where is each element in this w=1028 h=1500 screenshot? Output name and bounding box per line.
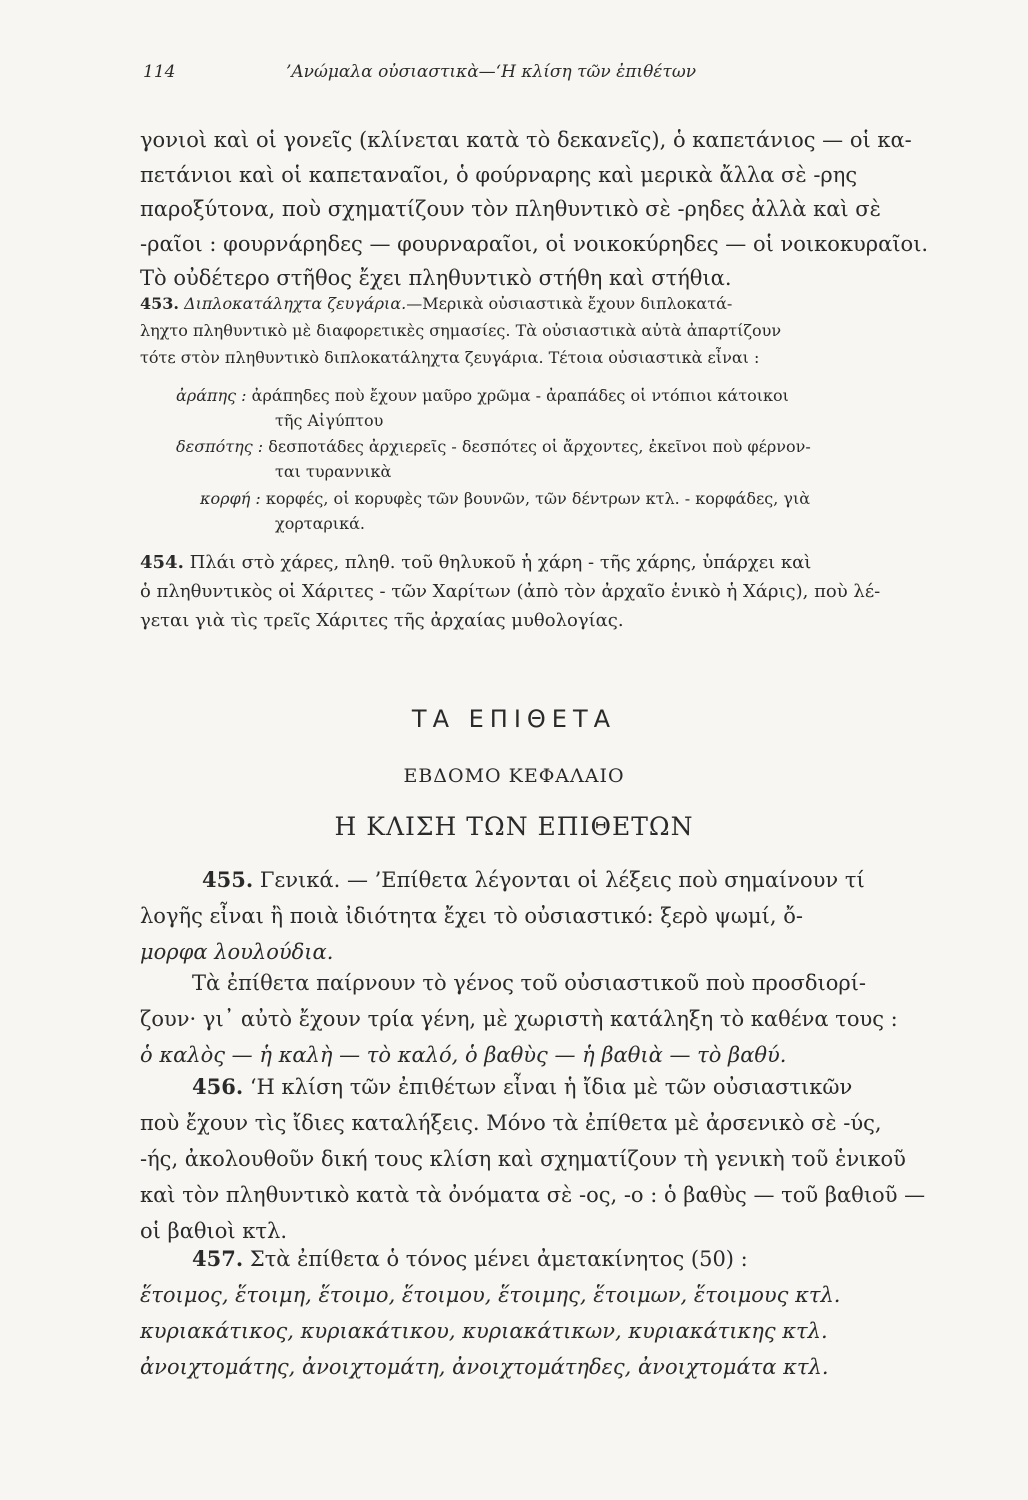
text-line: τότε στὸν πληθυντικὸ διπλοκατάληχτα ζευγάρια. Τέτοια οὐσιαστικὰ εἶναι : bbox=[140, 348, 760, 367]
paragraph-continued bbox=[140, 123, 940, 296]
text-line: Τὸ οὐδέτερο στῆθος ἔχει πληθυντικὸ στήθη καὶ στήθια. bbox=[140, 266, 732, 290]
text-line: ὁ καλὸς — ἡ καλὴ — τὸ καλό, ὁ βαθὺς — ἡ βαθιὰ — τὸ βαθύ. bbox=[140, 1043, 787, 1067]
text-line: ἀνοιχτομάτης, ἀνοιχτομάτη, ἀνοιχτομάτηδες, ἀνοιχτομάτα κτλ. bbox=[140, 1355, 829, 1379]
section-453 bbox=[140, 290, 940, 371]
definition-korfi bbox=[140, 486, 940, 536]
definition-text: τῆς Αἰγύπτου bbox=[275, 411, 384, 430]
text-line: ἕτοιμος, ἕτοιμη, ἕτοιμο, ἕτοιμου, ἕτοιμης, ἕτοιμων, ἕτοιμους κτλ. bbox=[140, 1283, 841, 1307]
definition-text: κορφές, οἱ κορυφὲς τῶν βουνῶν, τῶν δέντρων κτλ. - κορφάδες, γιὰ bbox=[265, 489, 811, 508]
text-line: Πλάι στὸ χάρες, πληθ. τοῦ θηλυκοῦ ἡ χάρη - τῆς χάρης, ὑπάρχει καὶ bbox=[189, 552, 812, 573]
chapter-title: Η ΚΛΙΣΗ ΤΩΝ ΕΠΙΘΕΤΩΝ bbox=[334, 812, 694, 841]
chapter-heading: ΕΒΔΟΜΟ ΚΕΦΑΛΑΙΟ bbox=[403, 765, 625, 787]
section-number: 456. bbox=[192, 1074, 244, 1099]
text-line: παροξύτονα, ποὺ σχηματίζουν τὸν πληθυντικὸ σὲ -ρηδες ἀλλὰ καὶ σὲ bbox=[140, 197, 881, 221]
text-line: οἱ βαθιοὶ κτλ. bbox=[140, 1219, 288, 1243]
text-line: —Μερικὰ οὐσιαστικὰ ἔχουν διπλοκατά- bbox=[406, 294, 733, 313]
definition-text: ται τυραννικὰ bbox=[275, 462, 392, 481]
text-line: μορφα λουλούδια. bbox=[140, 940, 334, 964]
text-line: κυριακάτικος, κυριακάτικου, κυριακάτικων, κυριακάτικης κτλ. bbox=[140, 1319, 828, 1343]
definition-arapis bbox=[140, 383, 940, 433]
text-line: λογῆς εἶναι ἢ ποιὰ ἰδιότητα ἔχει τὸ οὐσιαστικό: ξερὸ ψωμί, ὄ- bbox=[140, 904, 803, 928]
definition-term: κορφή : bbox=[200, 489, 261, 508]
section-title: Διπλοκατάληχτα ζευγάρια. bbox=[184, 294, 407, 313]
text-line: καὶ τὸν πληθυντικὸ κατὰ τὰ ὀνόματα σὲ -ος, -ο : ὁ βαθὺς — τοῦ βαθιοῦ — bbox=[140, 1183, 926, 1207]
page-number: 114 bbox=[143, 62, 176, 82]
text-line: ‘Η κλίση τῶν ἐπιθέτων εἶναι ἡ ἴδια μὲ τῶν οὐσιαστικῶν bbox=[249, 1075, 853, 1099]
section-number: 453. bbox=[140, 294, 179, 313]
text-line: πετάνιοι καὶ οἱ καπεταναῖοι, ὁ φούρναρης καὶ μερικὰ ἄλλα σὲ -ρης bbox=[140, 162, 858, 187]
section-454 bbox=[140, 548, 940, 635]
text-line: -ής, ἀκολουθοῦν δική τους κλίση καὶ σχηματίζουν τὴ γενικὴ τοῦ ἑνικοῦ bbox=[140, 1147, 906, 1171]
definition-term: ἀράπης : bbox=[176, 386, 247, 405]
text-line: γεται γιὰ τὶς τρεῖς Χάριτες τῆς ἀρχαίας μυθολογίας. bbox=[140, 610, 624, 631]
text-line: ποὺ ἔχουν τὶς ἴδιες καταλήξεις. Μόνο τὰ ἐπίθετα μὲ ἀρσενικὸ σὲ -ύς, bbox=[140, 1111, 882, 1135]
running-title: ’Ανώμαλα οὐσιαστικὰ—‘Η κλίση τῶν ἐπιθέτων bbox=[286, 62, 697, 82]
text-line: Στὰ ἐπίθετα ὁ τόνος μένει ἀμετακίνητος (50) : bbox=[249, 1247, 748, 1271]
text-line: Γενικά. — ’Επίθετα λέγονται οἱ λέξεις ποὺ σημαίνουν τί bbox=[259, 868, 865, 892]
part-heading: ΤΑ ΕΠΙΘΕΤΑ bbox=[411, 705, 617, 733]
section-number: 457. bbox=[192, 1246, 244, 1271]
section-456 bbox=[140, 1069, 940, 1249]
section-455 bbox=[140, 862, 940, 970]
definition-term: δεσπότης : bbox=[176, 437, 264, 456]
section-455-paragraph-2 bbox=[140, 965, 940, 1073]
section-number: 455. bbox=[202, 867, 254, 892]
text-line: Τὰ ἐπίθετα παίρνουν τὸ γένος τοῦ οὐσιαστικοῦ ποὺ προσδιορί- bbox=[192, 971, 867, 995]
definition-despotis bbox=[140, 434, 940, 484]
definition-text: ἀράπηδες ποὺ ἔχουν μαῦρο χρῶμα - ἀραπάδες οἱ ντόπιοι κάτοικοι bbox=[251, 386, 789, 405]
text-line: γονιοὶ καὶ οἱ γονεῖς (κλίνεται κατὰ τὸ δεκανεῖς), ὁ καπετάνιος — οἱ κα- bbox=[140, 128, 912, 152]
text-line: ληχτο πληθυντικὸ μὲ διαφορετικὲς σημασίες. Τὰ οὐσιαστικὰ αὐτὰ ἀπαρτίζουν bbox=[140, 321, 782, 340]
section-457 bbox=[140, 1241, 940, 1385]
text-line: ὁ πληθυντικὸς οἱ Χάριτες - τῶν Χαρίτων (ἀπὸ τὸν ἀρχαῖο ἑνικὸ ἡ Χάρις), ποὺ λέ- bbox=[140, 581, 881, 602]
text-line: ζουν· γι᾽ αὐτὸ ἔχουν τρία γένη, μὲ χωριστὴ κατάληξη τὸ καθένα τους : bbox=[140, 1007, 898, 1031]
definition-text: χορταρικά. bbox=[275, 514, 365, 533]
text-line: -ραῖοι : φουρνάρηδες — φουρναραῖοι, οἱ νοικοκύρηδες — οἱ νοικοκυραῖοι. bbox=[140, 231, 929, 256]
definition-text: δεσποτάδες ἀρχιερεῖς - δεσπότες οἱ ἄρχοντες, ἐκεῖνοι ποὺ φέρνον- bbox=[268, 437, 811, 456]
section-number: 454. bbox=[140, 552, 184, 573]
